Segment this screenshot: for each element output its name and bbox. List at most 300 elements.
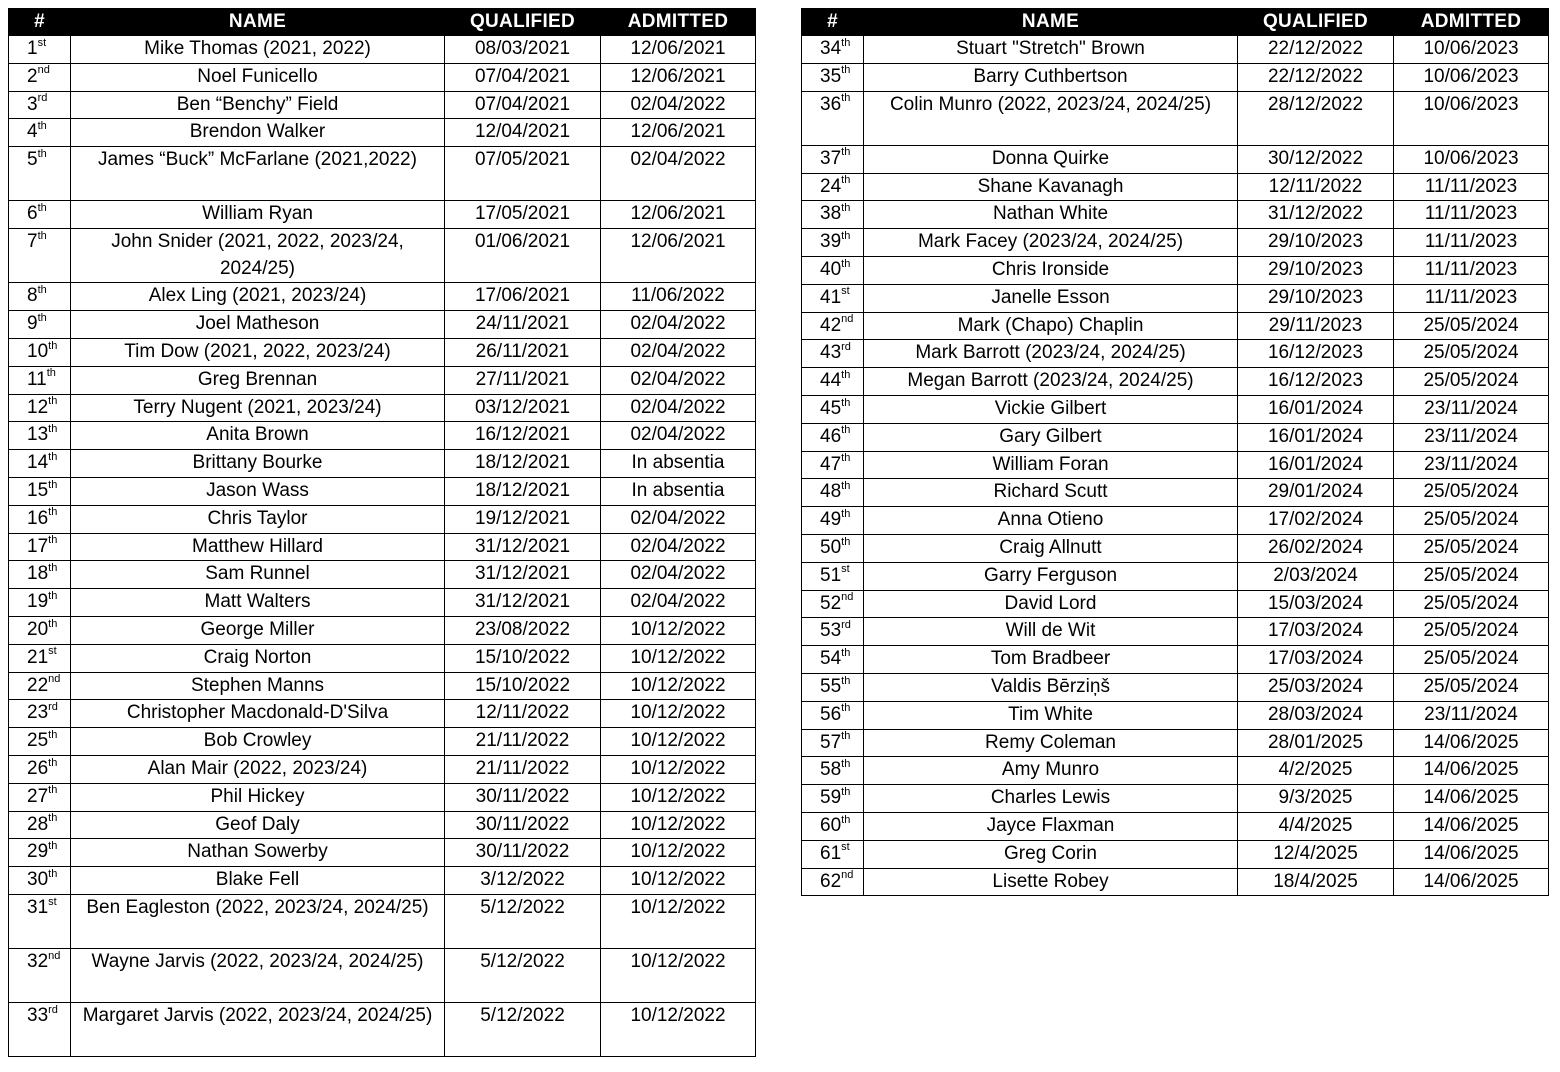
- admitted-date-cell: 02/04/2022: [601, 366, 756, 394]
- name-cell: Brendon Walker: [71, 119, 445, 147]
- rank-number: 30: [27, 869, 49, 891]
- name-cell: Richard Scutt: [864, 479, 1238, 507]
- name-cell: Anna Otieno: [864, 507, 1238, 535]
- admitted-date-cell: 25/05/2024: [1394, 507, 1549, 535]
- table-row: [802, 36, 1549, 64]
- qualified-date-cell: 16/01/2024: [1238, 395, 1394, 423]
- name-cell: Shane Kavanagh: [864, 173, 1238, 201]
- qualified-date-cell: 9/3/2025: [1238, 785, 1394, 813]
- table-row: [9, 338, 756, 366]
- rank-number: 27: [27, 785, 49, 807]
- table-row: [9, 755, 756, 783]
- rank-cell: [802, 229, 864, 257]
- name-cell: Remy Coleman: [864, 729, 1238, 757]
- table-row: [9, 36, 756, 64]
- header-admitted: ADMITTED: [601, 9, 756, 36]
- rank-number: 21: [27, 646, 49, 668]
- admitted-date-cell: 25/05/2024: [1394, 590, 1549, 618]
- rank-number: 15: [27, 479, 49, 501]
- rank-suffix: st: [37, 36, 47, 49]
- admitted-date-cell: 11/11/2023: [1394, 284, 1549, 312]
- rank-suffix: th: [37, 202, 47, 215]
- name-cell: Mark Barrott (2023/24, 2024/25): [864, 340, 1238, 368]
- qualified-date-cell: 08/03/2021: [445, 36, 601, 64]
- table-row: [9, 839, 756, 867]
- rank-number: 25: [27, 730, 49, 752]
- qualified-date-cell: 26/11/2021: [445, 338, 601, 366]
- rank-number: 19: [27, 591, 49, 613]
- name-cell: Megan Barrott (2023/24, 2024/25): [864, 368, 1238, 396]
- name-cell: Blake Fell: [71, 867, 445, 895]
- name-cell: Mike Thomas (2021, 2022): [71, 36, 445, 64]
- table-row: [802, 284, 1549, 312]
- rank-suffix: st: [48, 645, 57, 658]
- rank-number: 59: [820, 787, 842, 809]
- rank-cell: [9, 700, 71, 728]
- qualified-date-cell: 31/12/2021: [445, 589, 601, 617]
- qualified-date-cell: 18/12/2021: [445, 450, 601, 478]
- table-row: [9, 644, 756, 672]
- qualified-date-cell: 5/12/2022: [445, 1003, 601, 1057]
- qualified-date-cell: 07/04/2021: [445, 63, 601, 91]
- qualified-date-cell: 12/11/2022: [445, 700, 601, 728]
- rank-cell: [9, 839, 71, 867]
- table-row: [9, 533, 756, 561]
- table-row: [802, 757, 1549, 785]
- table-row: [802, 868, 1549, 896]
- qualified-date-cell: 29/10/2023: [1238, 256, 1394, 284]
- name-cell: Matthew Hillard: [71, 533, 445, 561]
- qualified-date-cell: 3/12/2022: [445, 867, 601, 895]
- table-row: [9, 394, 756, 422]
- name-cell: Mark Facey (2023/24, 2024/25): [864, 229, 1238, 257]
- qualified-date-cell: 31/12/2021: [445, 533, 601, 561]
- table-row: [802, 340, 1549, 368]
- rank-cell: [9, 616, 71, 644]
- table-row: [9, 700, 756, 728]
- admitted-date-cell: In absentia: [601, 477, 756, 505]
- qualified-date-cell: 30/11/2022: [445, 811, 601, 839]
- name-cell: Greg Brennan: [71, 366, 445, 394]
- name-cell: Vickie Gilbert: [864, 395, 1238, 423]
- rank-cell: [9, 91, 71, 119]
- rank-suffix: st: [841, 841, 850, 854]
- qualified-date-cell: 23/08/2022: [445, 616, 601, 644]
- rank-cell: [802, 368, 864, 396]
- rank-suffix: th: [48, 534, 58, 547]
- qualified-date-cell: 17/05/2021: [445, 201, 601, 229]
- rank-suffix: th: [37, 120, 47, 133]
- rank-cell: [802, 423, 864, 451]
- name-cell: Alex Ling (2021, 2023/24): [71, 283, 445, 311]
- name-cell: Ben “Benchy” Field: [71, 91, 445, 119]
- admitted-date-cell: 02/04/2022: [601, 561, 756, 589]
- qualified-date-cell: 24/11/2021: [445, 311, 601, 339]
- rank-suffix: rd: [841, 619, 851, 631]
- rank-cell: [9, 201, 71, 229]
- qualified-date-cell: 21/11/2022: [445, 728, 601, 756]
- rank-number: 49: [820, 509, 842, 531]
- table-row: [802, 368, 1549, 396]
- admitted-date-cell: 12/06/2021: [601, 119, 756, 147]
- rank-suffix: th: [48, 450, 58, 463]
- rank-cell: [802, 868, 864, 896]
- table-row: [9, 63, 756, 91]
- header-qualified: QUALIFIED: [445, 9, 601, 36]
- header-name: NAME: [864, 9, 1238, 36]
- rank-cell: [9, 450, 71, 478]
- table-row: [802, 201, 1549, 229]
- name-cell: David Lord: [864, 590, 1238, 618]
- rank-suffix: th: [48, 784, 58, 797]
- rank-suffix: nd: [48, 673, 61, 686]
- admitted-date-cell: 23/11/2024: [1394, 423, 1549, 451]
- rank-number: 42: [820, 314, 842, 336]
- qualified-date-cell: 30/11/2022: [445, 839, 601, 867]
- table-row: [9, 505, 756, 533]
- admitted-date-cell: 10/12/2022: [601, 644, 756, 672]
- name-cell: Phil Hickey: [71, 783, 445, 811]
- rank-cell: [9, 366, 71, 394]
- name-cell: Valdis Bērziņš: [864, 673, 1238, 701]
- table-row: [9, 1003, 756, 1057]
- qualified-date-cell: 16/12/2023: [1238, 368, 1394, 396]
- rank-suffix: rd: [37, 92, 48, 105]
- name-cell: George Miller: [71, 616, 445, 644]
- admitted-date-cell: 14/06/2025: [1394, 840, 1549, 868]
- rank-suffix: th: [48, 812, 58, 825]
- rank-number: 6: [27, 203, 38, 225]
- rank-suffix: th: [48, 423, 58, 436]
- admitted-date-cell: 14/06/2025: [1394, 868, 1549, 896]
- rank-suffix: st: [841, 563, 850, 576]
- rank-cell: [802, 562, 864, 590]
- rank-suffix: th: [841, 535, 851, 548]
- qualified-date-cell: 4/4/2025: [1238, 812, 1394, 840]
- admitted-date-cell: 25/05/2024: [1394, 340, 1549, 368]
- table-row: [9, 366, 756, 394]
- header-admitted: ADMITTED: [1394, 9, 1549, 36]
- rank-number: 62: [820, 870, 842, 892]
- admitted-date-cell: 10/12/2022: [601, 839, 756, 867]
- admitted-date-cell: 12/06/2021: [601, 229, 756, 283]
- qualified-date-cell: 28/01/2025: [1238, 729, 1394, 757]
- admitted-date-cell: 10/06/2023: [1394, 91, 1549, 145]
- qualified-date-cell: 25/03/2024: [1238, 673, 1394, 701]
- header-number: #: [802, 9, 864, 36]
- qualified-date-cell: 07/04/2021: [445, 91, 601, 119]
- rank-cell: [9, 561, 71, 589]
- table-row: [802, 63, 1549, 91]
- rank-number: 38: [820, 203, 842, 225]
- rank-cell: [9, 338, 71, 366]
- table-row: [802, 590, 1549, 618]
- rank-number: 5: [27, 149, 38, 171]
- rank-suffix: th: [841, 757, 851, 770]
- name-cell: Tom Bradbeer: [864, 646, 1238, 674]
- header-row: [802, 9, 1549, 36]
- rank-suffix: th: [48, 478, 58, 491]
- rank-suffix: th: [48, 589, 58, 602]
- rank-suffix: nd: [841, 591, 854, 604]
- rank-cell: [802, 618, 864, 646]
- rank-suffix: th: [48, 756, 58, 769]
- rank-cell: [9, 477, 71, 505]
- admitted-date-cell: 10/12/2022: [601, 949, 756, 1003]
- rank-cell: [9, 394, 71, 422]
- name-cell: Alan Mair (2022, 2023/24): [71, 755, 445, 783]
- qualified-date-cell: 22/12/2022: [1238, 36, 1394, 64]
- table-row: [9, 894, 756, 948]
- rank-number: 28: [27, 813, 49, 835]
- admitted-date-cell: 25/05/2024: [1394, 368, 1549, 396]
- rank-number: 11: [27, 368, 47, 390]
- rank-suffix: th: [841, 396, 851, 409]
- table-row: [9, 728, 756, 756]
- admitted-date-cell: 14/06/2025: [1394, 785, 1549, 813]
- rank-cell: [9, 755, 71, 783]
- rank-number: 48: [820, 481, 842, 503]
- rank-suffix: th: [841, 646, 851, 659]
- rank-number: 31: [27, 896, 49, 918]
- admitted-date-cell: 14/06/2025: [1394, 757, 1549, 785]
- name-cell: Donna Quirke: [864, 145, 1238, 173]
- rank-cell: [802, 673, 864, 701]
- rank-number: 17: [27, 535, 49, 557]
- rank-cell: [9, 867, 71, 895]
- rank-number: 44: [820, 370, 842, 392]
- rank-cell: [9, 119, 71, 147]
- header-row: [9, 9, 756, 36]
- table-row: [802, 256, 1549, 284]
- table-row: [9, 783, 756, 811]
- table-row: [802, 618, 1549, 646]
- admitted-date-cell: 02/04/2022: [601, 147, 756, 201]
- qualified-date-cell: 4/2/2025: [1238, 757, 1394, 785]
- name-cell: Ben Eagleston (2022, 2023/24, 2024/25): [71, 894, 445, 948]
- qualified-date-cell: 28/03/2024: [1238, 701, 1394, 729]
- name-cell: Bob Crowley: [71, 728, 445, 756]
- rank-number: 39: [820, 231, 842, 253]
- admitted-date-cell: 25/05/2024: [1394, 479, 1549, 507]
- rank-cell: [9, 949, 71, 1003]
- name-cell: Lisette Robey: [864, 868, 1238, 896]
- admitted-date-cell: 10/12/2022: [601, 672, 756, 700]
- name-cell: Chris Ironside: [864, 256, 1238, 284]
- admitted-date-cell: 25/05/2024: [1394, 534, 1549, 562]
- rank-suffix: th: [841, 202, 851, 215]
- table-row: [9, 949, 756, 1003]
- rank-number: 18: [27, 563, 49, 585]
- name-cell: Gary Gilbert: [864, 423, 1238, 451]
- rank-number: 34: [820, 38, 842, 59]
- table-row: [9, 811, 756, 839]
- qualified-date-cell: 03/12/2021: [445, 394, 601, 422]
- name-cell: Amy Munro: [864, 757, 1238, 785]
- admitted-date-cell: 25/05/2024: [1394, 562, 1549, 590]
- rank-number: 50: [820, 536, 842, 558]
- rank-number: 4: [27, 121, 38, 143]
- admitted-date-cell: 25/05/2024: [1394, 312, 1549, 340]
- table-row: [802, 534, 1549, 562]
- table-row: [802, 840, 1549, 868]
- rank-suffix: th: [841, 813, 851, 826]
- rank-cell: [9, 147, 71, 201]
- rank-suffix: th: [48, 728, 58, 741]
- rank-number: 57: [820, 731, 842, 753]
- admitted-date-cell: 11/11/2023: [1394, 229, 1549, 257]
- admitted-date-cell: 23/11/2024: [1394, 395, 1549, 423]
- qualified-date-cell: 15/10/2022: [445, 672, 601, 700]
- rank-cell: [9, 644, 71, 672]
- rank-number: 43: [820, 342, 842, 364]
- name-cell: Wayne Jarvis (2022, 2023/24, 2024/25): [71, 949, 445, 1003]
- rank-number: 7: [27, 231, 38, 253]
- admitted-date-cell: 14/06/2025: [1394, 812, 1549, 840]
- name-cell: Mark (Chapo) Chaplin: [864, 312, 1238, 340]
- table-row: [9, 119, 756, 147]
- rank-suffix: rd: [48, 1003, 58, 1016]
- table-row: [802, 145, 1549, 173]
- qualified-date-cell: 2/03/2024: [1238, 562, 1394, 590]
- qualified-date-cell: 30/12/2022: [1238, 145, 1394, 173]
- qualified-date-cell: 5/12/2022: [445, 949, 601, 1003]
- rank-cell: [802, 256, 864, 284]
- table-row: [9, 450, 756, 478]
- name-cell: Jayce Flaxman: [864, 812, 1238, 840]
- rank-suffix: nd: [841, 869, 854, 882]
- rank-number: 2: [27, 65, 38, 87]
- table-row: [802, 229, 1549, 257]
- admitted-date-cell: 23/11/2024: [1394, 701, 1549, 729]
- rank-cell: [802, 757, 864, 785]
- qualified-date-cell: 31/12/2021: [445, 561, 601, 589]
- header-name: NAME: [71, 9, 445, 36]
- qualified-date-cell: 01/06/2021: [445, 229, 601, 283]
- rank-suffix: th: [841, 480, 851, 493]
- table-row: [802, 507, 1549, 535]
- table-row: [802, 729, 1549, 757]
- rank-number: 54: [820, 648, 842, 670]
- rank-suffix: th: [841, 229, 851, 242]
- rank-cell: [802, 312, 864, 340]
- name-cell: Barry Cuthbertson: [864, 63, 1238, 91]
- name-cell: Matt Walters: [71, 589, 445, 617]
- table-row: [802, 479, 1549, 507]
- admitted-date-cell: 14/06/2025: [1394, 729, 1549, 757]
- name-cell: Christopher Macdonald-D'Silva: [71, 700, 445, 728]
- rank-suffix: th: [841, 507, 851, 520]
- rank-number: 3: [27, 93, 38, 115]
- admitted-date-cell: 02/04/2022: [601, 505, 756, 533]
- admitted-date-cell: 10/12/2022: [601, 700, 756, 728]
- rank-number: 29: [27, 841, 49, 863]
- qualified-date-cell: 29/01/2024: [1238, 479, 1394, 507]
- name-cell: Colin Munro (2022, 2023/24, 2024/25): [864, 91, 1238, 145]
- qualified-date-cell: 16/12/2021: [445, 422, 601, 450]
- rank-number: 12: [27, 396, 49, 418]
- rank-suffix: th: [37, 229, 47, 242]
- admitted-date-cell: 10/12/2022: [601, 867, 756, 895]
- rank-number: 51: [820, 564, 842, 586]
- left-roster-table: [8, 8, 756, 1057]
- rank-number: 8: [27, 285, 38, 307]
- rank-cell: [802, 340, 864, 368]
- admitted-date-cell: 02/04/2022: [601, 311, 756, 339]
- admitted-date-cell: 02/04/2022: [601, 338, 756, 366]
- rank-number: 36: [820, 93, 842, 115]
- admitted-date-cell: 10/06/2023: [1394, 36, 1549, 64]
- qualified-date-cell: 17/06/2021: [445, 283, 601, 311]
- rank-suffix: th: [841, 146, 851, 159]
- table-row: [9, 311, 756, 339]
- qualified-date-cell: 16/12/2023: [1238, 340, 1394, 368]
- rank-suffix: th: [841, 36, 851, 49]
- qualified-date-cell: 26/02/2024: [1238, 534, 1394, 562]
- rank-cell: [9, 783, 71, 811]
- rank-number: 13: [27, 424, 49, 446]
- rank-suffix: th: [841, 452, 851, 465]
- admitted-date-cell: 11/11/2023: [1394, 201, 1549, 229]
- admitted-date-cell: 11/11/2023: [1394, 256, 1549, 284]
- name-cell: Garry Ferguson: [864, 562, 1238, 590]
- rank-cell: [802, 729, 864, 757]
- rank-number: 53: [820, 620, 842, 642]
- table-row: [9, 589, 756, 617]
- rank-number: 47: [820, 453, 842, 475]
- rank-number: 32: [27, 951, 49, 973]
- admitted-date-cell: 12/06/2021: [601, 36, 756, 64]
- admitted-date-cell: 11/11/2023: [1394, 173, 1549, 201]
- qualified-date-cell: 16/01/2024: [1238, 451, 1394, 479]
- table-row: [9, 867, 756, 895]
- rank-cell: [802, 590, 864, 618]
- rank-cell: [9, 63, 71, 91]
- name-cell: Nathan White: [864, 201, 1238, 229]
- admitted-date-cell: 10/12/2022: [601, 755, 756, 783]
- name-cell: Stephen Manns: [71, 672, 445, 700]
- admitted-date-cell: 02/04/2022: [601, 91, 756, 119]
- table-row: [802, 451, 1549, 479]
- admitted-date-cell: 02/04/2022: [601, 394, 756, 422]
- table-row: [802, 91, 1549, 145]
- rank-suffix: th: [841, 702, 851, 715]
- admitted-date-cell: 10/12/2022: [601, 811, 756, 839]
- rank-suffix: nd: [37, 64, 50, 77]
- table-row: [802, 812, 1549, 840]
- header-number: #: [9, 9, 71, 36]
- name-cell: Stuart "Stretch" Brown: [864, 36, 1238, 64]
- rank-suffix: th: [841, 785, 851, 798]
- rank-suffix: th: [48, 339, 58, 352]
- rank-cell: [9, 229, 71, 283]
- rank-suffix: th: [841, 64, 851, 77]
- rank-cell: [9, 672, 71, 700]
- admitted-date-cell: 11/06/2022: [601, 283, 756, 311]
- rank-cell: [9, 1003, 71, 1057]
- qualified-date-cell: 29/10/2023: [1238, 284, 1394, 312]
- qualified-date-cell: 29/11/2023: [1238, 312, 1394, 340]
- rank-cell: [802, 451, 864, 479]
- rank-cell: [802, 507, 864, 535]
- name-cell: Greg Corin: [864, 840, 1238, 868]
- qualified-date-cell: 16/01/2024: [1238, 423, 1394, 451]
- name-cell: Joel Matheson: [71, 311, 445, 339]
- qualified-date-cell: 30/11/2022: [445, 783, 601, 811]
- header-qualified: QUALIFIED: [1238, 9, 1394, 36]
- admitted-date-cell: 10/06/2023: [1394, 145, 1549, 173]
- rank-suffix: th: [48, 506, 58, 519]
